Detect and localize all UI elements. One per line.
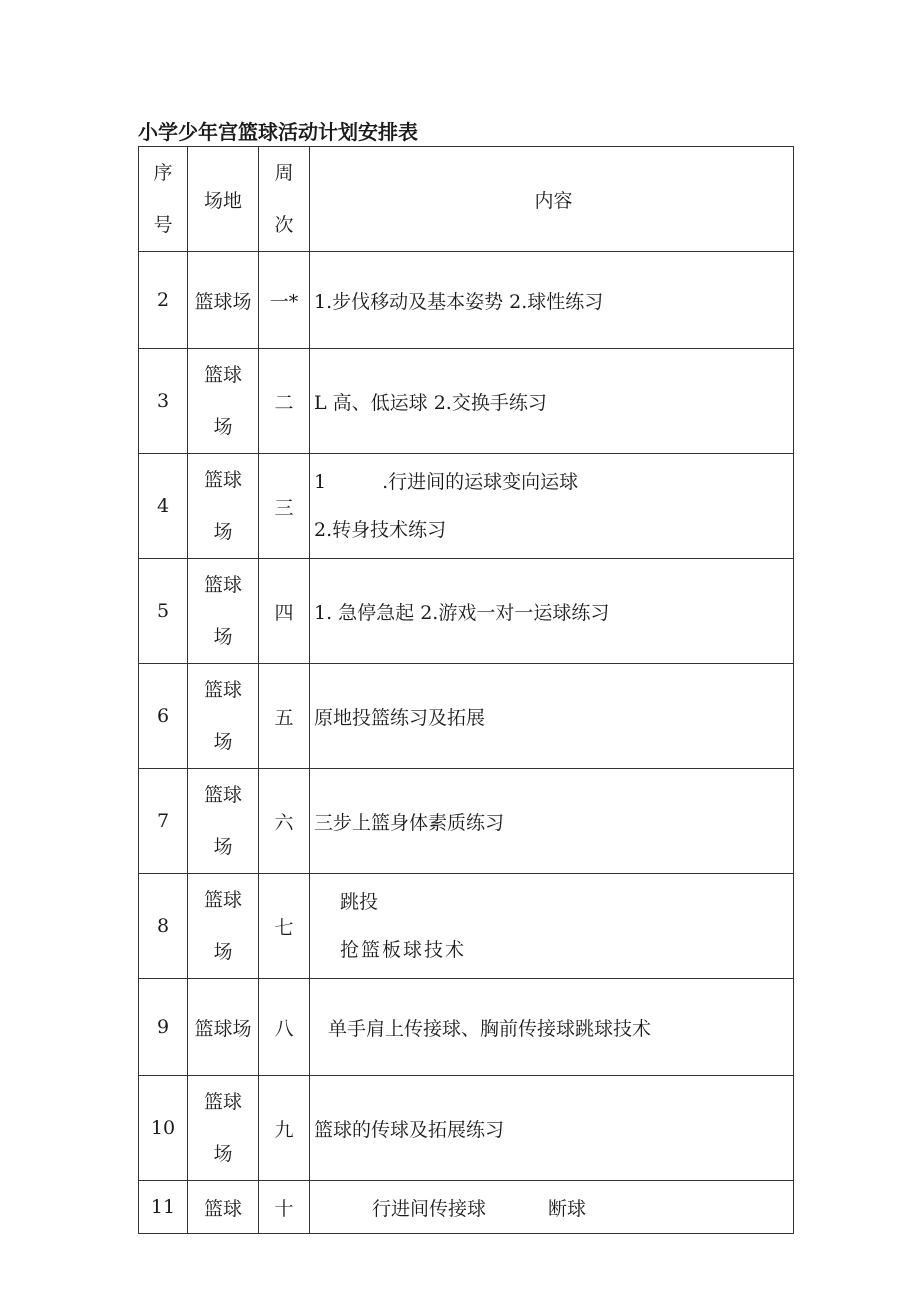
table-row	[139, 979, 794, 1076]
table-row	[139, 454, 794, 559]
row-no: 5	[139, 559, 188, 664]
row-content: 单手肩上传接球、胸前传接球跳球技术	[310, 979, 794, 1076]
row-week: 四	[259, 559, 310, 664]
row-no: 11	[139, 1181, 188, 1234]
row-venue: 篮球 场	[188, 559, 259, 664]
row-venue: 篮球 场	[188, 1076, 259, 1181]
row-venue: 篮球 场	[188, 874, 259, 979]
row-week: 一*	[259, 252, 310, 349]
row-content: 1 .行进间的运球变向运球 2.转身技术练习	[310, 454, 794, 559]
row-no: 8	[139, 874, 188, 979]
row-content: 1.步伐移动及基本姿势 2.球性练习	[310, 252, 794, 349]
row-week: 六	[259, 769, 310, 874]
table-header-row	[139, 147, 794, 252]
table-row	[139, 1181, 794, 1234]
page-title: 小学少年宫篮球活动计划安排表	[138, 120, 418, 144]
header-content: 内容	[310, 147, 794, 252]
row-venue: 篮球	[188, 1181, 259, 1234]
row-venue: 篮球场	[188, 979, 259, 1076]
row-no: 9	[139, 979, 188, 1076]
header-week: 周 次	[259, 147, 310, 252]
row-no: 10	[139, 1076, 188, 1181]
row-week: 三	[259, 454, 310, 559]
row-content: 篮球的传球及拓展练习	[310, 1076, 794, 1181]
row-content: 跳投 抢篮板球技术	[310, 874, 794, 979]
row-no: 3	[139, 349, 188, 454]
header-no: 序 号	[139, 147, 188, 252]
table-row	[139, 664, 794, 769]
row-week: 七	[259, 874, 310, 979]
table-row	[139, 1076, 794, 1181]
table-row	[139, 559, 794, 664]
row-content: 原地投篮练习及拓展	[310, 664, 794, 769]
header-venue: 场地	[188, 147, 259, 252]
row-venue: 篮球 场	[188, 349, 259, 454]
row-week: 二	[259, 349, 310, 454]
table-row	[139, 252, 794, 349]
row-venue: 篮球场	[188, 252, 259, 349]
row-no: 2	[139, 252, 188, 349]
table-row	[139, 769, 794, 874]
row-content: 三步上篮身体素质练习	[310, 769, 794, 874]
row-content: 1. 急停急起 2.游戏一对一运球练习	[310, 559, 794, 664]
row-venue: 篮球 场	[188, 454, 259, 559]
plan-table	[138, 146, 794, 1234]
row-week: 五	[259, 664, 310, 769]
table-row	[139, 874, 794, 979]
row-week: 十	[259, 1181, 310, 1234]
row-no: 6	[139, 664, 188, 769]
row-week: 八	[259, 979, 310, 1076]
row-venue: 篮球 场	[188, 769, 259, 874]
row-week: 九	[259, 1076, 310, 1181]
row-content: L 高、低运球 2.交换手练习	[310, 349, 794, 454]
row-venue: 篮球 场	[188, 664, 259, 769]
row-no: 4	[139, 454, 188, 559]
row-no: 7	[139, 769, 188, 874]
row-content: 行进间传接球 断球	[310, 1181, 794, 1234]
table-row	[139, 349, 794, 454]
